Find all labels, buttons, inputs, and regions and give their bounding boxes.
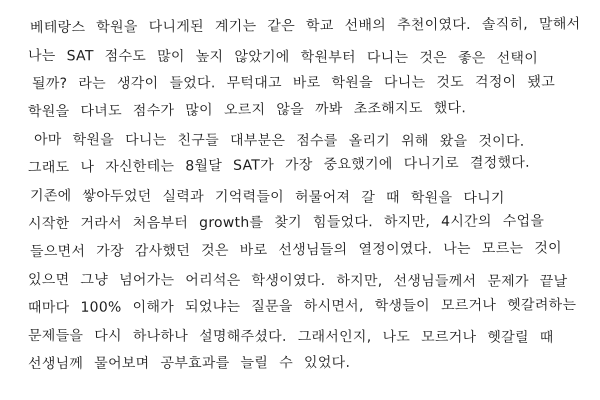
handwritten-line-6: 그래도 나 자신한테는 8월달 SAT가 가장 중요했기에 다니기로 결정했다. — [27, 154, 530, 176]
handwritten-line-12: 문제들을 다시 하나하나 설명해주셨다. 그래서인지, 나도 모르거나 헷갈릴 때 — [27, 328, 554, 346]
handwritten-line-5: 아마 학원을 다니는 친구들 대부분은 점수를 올리기 위해 왔을 것이다. — [33, 132, 525, 150]
handwritten-line-11: 때마다 100% 이해가 되었냐는 질문을 하시면서, 학생들이 모르거나 헷갈려하는 — [27, 297, 577, 316]
handwritten-line-10: 있으면 그냥 넘어가는 어리석은 학생이였다. 하지만, 선생님들께서 문제가 끝날 — [27, 272, 568, 290]
handwritten-line-9: 들으면서 가장 감사했던 것은 바로 선생님들의 열정이였다. 나는 모르는 것이 — [29, 240, 562, 260]
handwritten-line-7: 기존에 쌓아두었던 실력과 기억력들이 허물어져 갈 때 학원을 다니기 — [29, 188, 505, 207]
handwritten-line-13: 선생님께 물어보며 공부효과를 늘릴 수 있었다. — [27, 354, 351, 372]
handwritten-note — [28, 14, 584, 378]
handwritten-line-4: 학원을 다녀도 점수가 많이 오르지 않을 까봐 초조해지도 했다. — [27, 100, 467, 120]
handwritten-line-8: 시작한 거라서 처음부터 growth를 찾기 힘들었다. 하지만, 4시간의 수업을 — [27, 213, 545, 232]
handwritten-line-2: 나는 SAT 점수도 많이 높지 않았기에 학원부터 다니는 것은 좋은 선택이 — [27, 48, 539, 67]
handwritten-line-3: 될까? 라는 생각이 들었다. 무턱대고 바로 학원을 다니는 것도 걱정이 됐고 — [31, 74, 556, 92]
handwritten-line-1: 베테랑스 학원을 다니게된 계기는 같은 학교 선배의 추천이였다. 솔직히, 말해서 — [29, 16, 581, 36]
